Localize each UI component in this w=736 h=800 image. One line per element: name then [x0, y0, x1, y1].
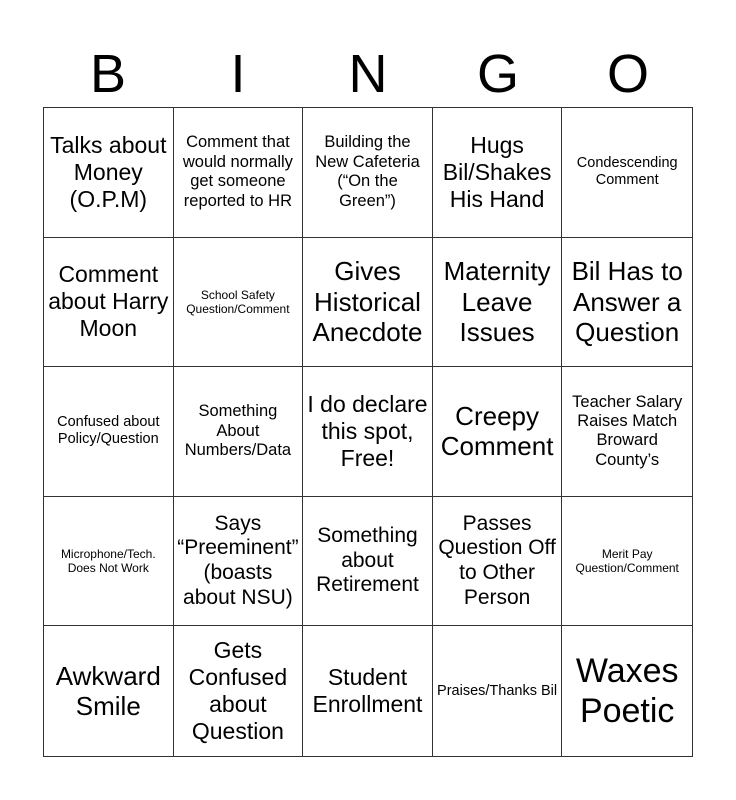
bingo-cell[interactable]: Merit Pay Question/Comment [562, 497, 692, 627]
header-letter-g: G [476, 44, 519, 104]
bingo-cell[interactable]: Gets Confused about Question [174, 626, 304, 756]
bingo-cell[interactable]: Praises/Thanks Bil [433, 626, 563, 756]
header-letter-b: B [89, 44, 127, 104]
bingo-cell[interactable]: Awkward Smile [44, 626, 174, 756]
bingo-cell[interactable]: Building the New Cafeteria (“On the Green”) [303, 108, 433, 238]
header-letter-i: I [230, 44, 246, 104]
bingo-board [43, 107, 693, 757]
bingo-header [43, 40, 693, 108]
bingo-cell[interactable]: Condescending Comment [562, 108, 692, 238]
bingo-cell[interactable]: Maternity Leave Issues [433, 238, 563, 368]
bingo-cell[interactable]: Something about Retirement [303, 497, 433, 627]
free-space-cell[interactable]: I do declare this spot, Free! [303, 367, 433, 497]
header-letter-n: N [348, 44, 388, 104]
bingo-cell[interactable]: School Safety Question/Comment [174, 238, 304, 368]
bingo-cell[interactable]: Confused about Policy/Question [44, 367, 174, 497]
bingo-cell[interactable]: Microphone/Tech. Does Not Work [44, 497, 174, 627]
bingo-cell[interactable]: Student Enrollment [303, 626, 433, 756]
bingo-cell[interactable]: Passes Question Off to Other Person [433, 497, 563, 627]
bingo-cell[interactable]: Hugs Bil/Shakes His Hand [433, 108, 563, 238]
bingo-cell[interactable]: Waxes Poetic [575, 652, 679, 731]
bingo-cell[interactable]: Says “Preeminent” (boasts about NSU) [174, 497, 304, 627]
bingo-cell[interactable]: Comment that would normally get someone reported to HR [174, 108, 304, 238]
bingo-cell[interactable]: Comment about Harry Moon [44, 238, 174, 368]
bingo-cell[interactable]: Bil Has to Answer a Question [562, 238, 692, 368]
bingo-cell[interactable]: Teacher Salary Raises Match Broward County’s [562, 367, 692, 497]
header-letter-o: O [606, 44, 649, 104]
bingo-cell[interactable]: Something About Numbers/Data [174, 367, 304, 497]
bingo-cell[interactable]: Creepy Comment [433, 367, 563, 497]
bingo-cell[interactable]: Gives Historical Anecdote [303, 238, 433, 368]
bingo-cell[interactable]: Talks about Money (O.P.M) [44, 108, 174, 238]
